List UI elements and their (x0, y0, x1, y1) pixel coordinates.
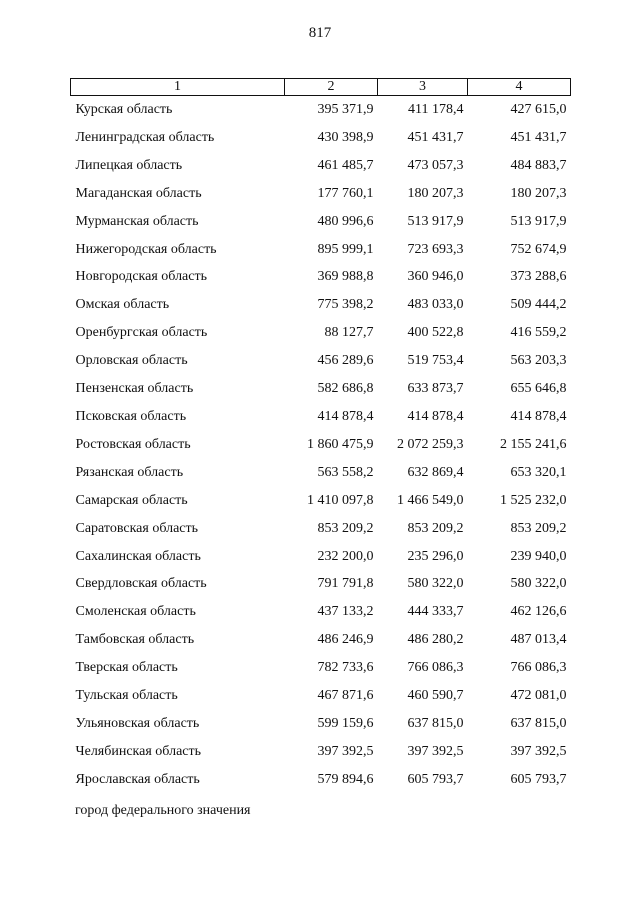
table-row (71, 598, 571, 626)
region-name-cell: Оренбургская область (75, 325, 208, 341)
value-col-3-cell: 451 431,7 (407, 129, 464, 145)
table-row (71, 570, 571, 598)
value-col-4-cell: 397 392,5 (510, 743, 567, 759)
value-col-4-cell: 509 444,2 (510, 297, 567, 313)
value-col-4-cell: 766 086,3 (510, 660, 567, 676)
value-col-4-cell: 1 525 232,0 (500, 492, 567, 508)
value-col-3-cell: 519 753,4 (407, 353, 464, 369)
value-col-3-cell: 633 873,7 (407, 381, 464, 397)
value-col-2-cell: 1 410 097,8 (307, 492, 374, 508)
table-row (71, 738, 571, 766)
value-col-2-cell: 369 988,8 (317, 269, 374, 285)
value-col-3-cell: 473 057,3 (407, 157, 464, 173)
value-col-3-cell: 180 207,3 (407, 185, 464, 201)
value-col-4-cell: 414 878,4 (510, 408, 567, 424)
value-col-4-cell: 472 081,0 (510, 688, 567, 704)
value-col-4-cell: 416 559,2 (510, 325, 567, 341)
value-col-2-cell: 456 289,6 (317, 353, 374, 369)
value-col-3-cell: 723 693,3 (407, 241, 464, 257)
table-row (71, 515, 571, 543)
region-name-cell: Мурманская область (75, 213, 199, 229)
data-table (70, 78, 571, 794)
region-name-cell: Саратовская область (75, 520, 199, 536)
region-name-cell: Липецкая область (75, 157, 183, 173)
value-col-3-cell: 637 815,0 (407, 715, 464, 731)
table-row (71, 319, 571, 347)
region-name-cell: Магаданская область (75, 185, 202, 201)
table-row (71, 626, 571, 654)
value-col-2-cell: 486 246,9 (317, 632, 374, 648)
header-row (71, 79, 571, 96)
value-col-3-cell: 400 522,8 (407, 325, 464, 341)
value-col-2-cell: 853 209,2 (317, 520, 374, 536)
region-name-cell: Нижегородская область (75, 241, 217, 257)
table-row (71, 403, 571, 431)
table-row (71, 654, 571, 682)
value-col-3-cell: 411 178,4 (408, 102, 464, 117)
value-col-4-cell: 653 320,1 (510, 464, 567, 480)
section-caption: город федерального значения (75, 803, 251, 818)
table-row (71, 710, 571, 738)
header-col-3: 3 (378, 79, 468, 96)
table-row (71, 263, 571, 291)
value-col-2-cell: 775 398,2 (317, 297, 374, 313)
value-col-2-cell: 579 894,6 (317, 771, 374, 787)
value-col-2-cell: 232 200,0 (317, 548, 374, 564)
region-name-cell: Ярославская область (75, 771, 200, 787)
header-col-1: 1 (71, 79, 285, 96)
region-name-cell: Орловская область (75, 353, 188, 369)
value-col-4-cell: 427 615,0 (510, 102, 567, 117)
region-name-cell: Сахалинская область (75, 548, 201, 564)
value-col-3-cell: 397 392,5 (407, 743, 464, 759)
value-col-4-cell: 605 793,7 (510, 771, 567, 787)
page-number: 817 (308, 25, 332, 41)
table-header (71, 79, 571, 96)
region-name-cell: Смоленская область (75, 604, 196, 620)
value-col-3-cell: 235 296,0 (407, 548, 464, 564)
region-name-cell: Ленинградская область (75, 129, 215, 145)
table-row (71, 375, 571, 403)
value-col-2-cell: 177 760,1 (317, 185, 374, 201)
value-col-4-cell: 180 207,3 (510, 185, 567, 201)
value-col-3-cell: 580 322,0 (407, 576, 464, 592)
value-col-4-cell: 655 646,8 (510, 381, 567, 397)
value-col-3-cell: 1 466 549,0 (397, 492, 464, 508)
region-name-cell: Новгородская область (75, 269, 207, 285)
region-name-cell: Тульская область (75, 688, 178, 704)
value-col-2-cell: 467 871,6 (317, 688, 374, 704)
value-col-4-cell: 487 013,4 (510, 632, 567, 648)
value-col-4-cell: 451 431,7 (510, 129, 567, 145)
value-col-4-cell: 563 203,3 (510, 353, 567, 369)
region-name-cell: Тамбовская область (75, 632, 195, 648)
value-col-4-cell: 2 155 241,6 (500, 436, 567, 452)
value-col-3-cell: 414 878,4 (407, 408, 464, 424)
value-col-2-cell: 397 392,5 (317, 743, 374, 759)
value-col-2-cell: 88 127,7 (324, 325, 374, 341)
region-name-cell: Курская область (75, 102, 173, 117)
value-col-2-cell: 461 485,7 (317, 157, 374, 173)
table-row (71, 347, 571, 375)
value-col-2-cell: 599 159,6 (317, 715, 374, 731)
region-name-cell: Ульяновская область (75, 715, 200, 731)
table-body (71, 96, 571, 794)
value-col-2-cell: 791 791,8 (317, 576, 374, 592)
value-col-4-cell: 484 883,7 (510, 157, 567, 173)
value-col-2-cell: 437 133,2 (317, 604, 374, 620)
value-col-3-cell: 360 946,0 (407, 269, 464, 285)
value-col-3-cell: 460 590,7 (407, 688, 464, 704)
table-row (71, 291, 571, 319)
value-col-4-cell: 373 288,6 (510, 269, 567, 285)
table-row (71, 682, 571, 710)
table-row (71, 208, 571, 236)
table-row (71, 543, 571, 571)
region-name-cell: Пензенская область (75, 381, 194, 397)
value-col-3-cell: 2 072 259,3 (397, 436, 464, 452)
value-col-3-cell: 632 869,4 (407, 464, 464, 480)
region-name-cell: Рязанская область (75, 464, 184, 480)
value-col-3-cell: 853 209,2 (407, 520, 464, 536)
value-col-2-cell: 414 878,4 (317, 408, 374, 424)
table-row (71, 236, 571, 264)
value-col-4-cell: 637 815,0 (510, 715, 567, 731)
value-col-2-cell: 782 733,6 (317, 660, 374, 676)
region-name-cell: Ростовская область (75, 436, 191, 452)
region-name-cell: Псковская область (75, 408, 187, 424)
value-col-4-cell: 239 940,0 (510, 548, 567, 564)
value-col-4-cell: 853 209,2 (510, 520, 567, 536)
value-col-2-cell: 563 558,2 (317, 464, 374, 480)
header-col-4: 4 (468, 79, 571, 96)
value-col-4-cell: 513 917,9 (510, 213, 567, 229)
value-col-2-cell: 582 686,8 (317, 381, 374, 397)
value-col-3-cell: 486 280,2 (407, 632, 464, 648)
value-col-3-cell: 444 333,7 (407, 604, 464, 620)
value-col-3-cell: 513 917,9 (407, 213, 464, 229)
region-name-cell: Самарская область (75, 492, 188, 508)
value-col-4-cell: 462 126,6 (510, 604, 567, 620)
region-name-cell: Тверская область (75, 660, 178, 676)
table-row (71, 431, 571, 459)
table-row (71, 124, 571, 152)
value-col-3-cell: 483 033,0 (407, 297, 464, 313)
value-col-2-cell: 895 999,1 (317, 241, 374, 257)
header-col-2: 2 (285, 79, 378, 96)
table-row (71, 459, 571, 487)
value-col-4-cell: 752 674,9 (510, 241, 567, 257)
value-col-4-cell: 580 322,0 (510, 576, 567, 592)
region-name-cell: Челябинская область (75, 743, 201, 759)
value-col-2-cell: 1 860 475,9 (307, 436, 374, 452)
region-name-cell: Свердловская область (75, 576, 207, 592)
value-col-2-cell: 480 996,6 (317, 213, 374, 229)
table-row (71, 152, 571, 180)
value-col-2-cell: 430 398,9 (317, 129, 374, 145)
value-col-3-cell: 605 793,7 (407, 771, 464, 787)
value-col-3-cell: 766 086,3 (407, 660, 464, 676)
table-row (71, 180, 571, 208)
region-name-cell: Омская область (75, 297, 170, 313)
table-row (71, 766, 571, 794)
table-row (71, 96, 571, 124)
table-row (71, 487, 571, 515)
value-col-2-cell: 395 371,9 (317, 102, 374, 117)
